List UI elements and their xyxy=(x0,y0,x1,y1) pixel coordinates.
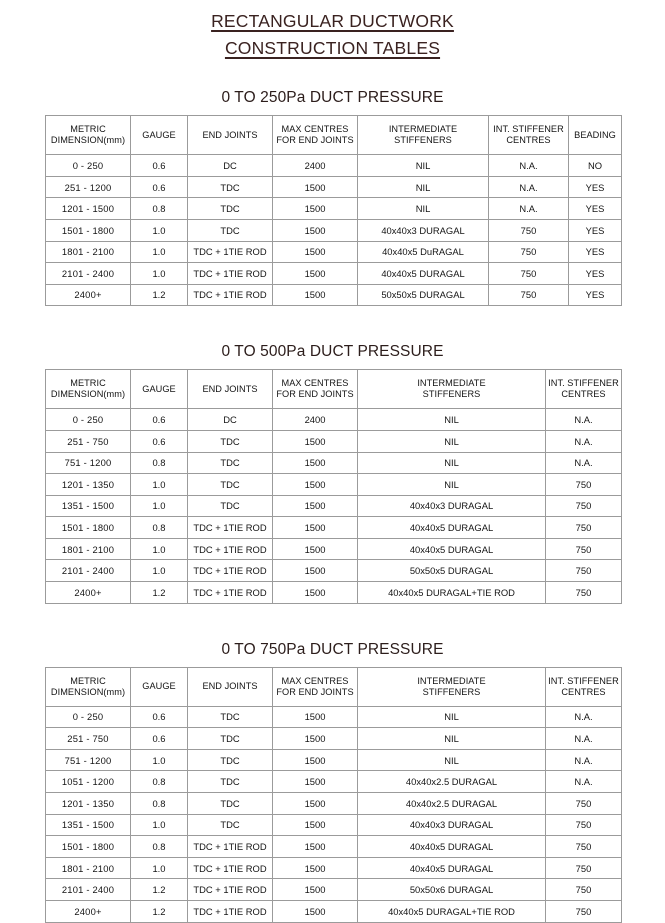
cell-max-centres: 1500 xyxy=(273,857,358,879)
table-row xyxy=(46,793,622,815)
table-wrapper-pressure-500 xyxy=(0,369,665,603)
column-header-line: STIFFENERS xyxy=(422,389,481,400)
cell-stiffener-centres: N.A. xyxy=(546,409,622,431)
cell-stiffener-centres: 750 xyxy=(546,517,622,539)
table-row xyxy=(46,836,622,858)
duct-table-pressure-750 xyxy=(45,667,622,923)
cell-max-centres: 1500 xyxy=(273,538,358,560)
cell-stiffeners: 40x40x5 DURAGAL+TIE ROD xyxy=(358,901,546,923)
cell-stiffeners: NIL xyxy=(358,728,546,750)
table-wrapper-pressure-750 xyxy=(0,667,665,923)
cell-end-joints: TDC xyxy=(188,814,273,836)
cell-gauge: 1.0 xyxy=(131,474,188,496)
table-header-row xyxy=(46,667,622,706)
cell-max-centres: 1500 xyxy=(273,263,358,285)
cell-dim: 251 - 750 xyxy=(46,728,131,750)
cell-stiffener-centres: 750 xyxy=(546,495,622,517)
cell-gauge: 0.8 xyxy=(131,198,188,220)
cell-stiffeners: 50x50x5 DURAGAL xyxy=(358,284,489,306)
cell-end-joints: TDC + 1TIE ROD xyxy=(188,538,273,560)
column-header-line: METRIC xyxy=(70,378,106,389)
cell-end-joints: TDC + 1TIE ROD xyxy=(188,560,273,582)
cell-stiffener-centres: N.A. xyxy=(546,706,622,728)
cell-end-joints: TDC xyxy=(188,474,273,496)
column-header-line: INT. STIFFENER xyxy=(548,378,619,389)
cell-dim: 751 - 1200 xyxy=(46,452,131,474)
cell-end-joints: TDC xyxy=(188,728,273,750)
cell-stiffeners: 40x40x5 DURAGAL xyxy=(358,263,489,285)
cell-dim: 1351 - 1500 xyxy=(46,495,131,517)
cell-stiffeners: 40x40x3 DURAGAL xyxy=(358,219,489,241)
cell-stiffener-centres: 750 xyxy=(546,793,622,815)
column-header-line: CENTRES xyxy=(561,389,606,400)
column-header-line: MAX CENTRES xyxy=(281,124,349,135)
cell-stiffener-centres: N.A. xyxy=(546,749,622,771)
cell-dim: 2101 - 2400 xyxy=(46,879,131,901)
cell-gauge: 0.8 xyxy=(131,836,188,858)
cell-stiffener-centres: 750 xyxy=(546,814,622,836)
column-header-line: INTERMEDIATE xyxy=(417,675,486,686)
cell-dim: 1201 - 1350 xyxy=(46,793,131,815)
table-row xyxy=(46,538,622,560)
column-header-line: INTERMEDIATE xyxy=(417,378,486,389)
cell-gauge: 0.6 xyxy=(131,706,188,728)
cell-dim: 1501 - 1800 xyxy=(46,517,131,539)
cell-dim: 1801 - 2100 xyxy=(46,241,131,263)
table-row xyxy=(46,219,622,241)
cell-max-centres: 1500 xyxy=(273,793,358,815)
column-header: END JOINTS xyxy=(188,370,273,409)
cell-stiffener-centres: N.A. xyxy=(546,452,622,474)
table-row xyxy=(46,517,622,539)
cell-stiffener-centres: 750 xyxy=(489,219,569,241)
cell-stiffener-centres: 750 xyxy=(546,901,622,923)
table-header-row xyxy=(46,116,622,155)
cell-gauge: 1.0 xyxy=(131,560,188,582)
cell-stiffener-centres: 750 xyxy=(546,538,622,560)
document-title-line-2: CONSTRUCTION TABLES xyxy=(224,38,441,59)
cell-dim: 0 - 250 xyxy=(46,155,131,177)
cell-max-centres: 1500 xyxy=(273,749,358,771)
cell-stiffeners: NIL xyxy=(358,176,489,198)
cell-gauge: 1.0 xyxy=(131,814,188,836)
cell-end-joints: TDC + 1TIE ROD xyxy=(188,241,273,263)
cell-stiffener-centres: 750 xyxy=(489,263,569,285)
cell-stiffener-centres: N.A. xyxy=(546,430,622,452)
column-header-line: CENTRES xyxy=(506,135,551,146)
cell-gauge: 1.2 xyxy=(131,879,188,901)
cell-end-joints: TDC + 1TIE ROD xyxy=(188,879,273,901)
cell-end-joints: DC xyxy=(188,409,273,431)
column-header-line: MAX CENTRES xyxy=(281,675,349,686)
column-header: GAUGE xyxy=(131,116,188,155)
cell-end-joints: TDC xyxy=(188,749,273,771)
cell-stiffener-centres: 750 xyxy=(546,836,622,858)
table-row xyxy=(46,749,622,771)
table-row xyxy=(46,452,622,474)
section-title-pressure-250: 0 TO 250Pa DUCT PRESSURE xyxy=(221,89,444,107)
cell-gauge: 1.0 xyxy=(131,749,188,771)
column-header xyxy=(358,116,489,155)
column-header-line: DIMENSION(mm) xyxy=(50,389,126,400)
cell-max-centres: 1500 xyxy=(273,517,358,539)
cell-end-joints: TDC + 1TIE ROD xyxy=(188,263,273,285)
section-title-pressure-750: 0 TO 750Pa DUCT PRESSURE xyxy=(221,640,444,658)
cell-gauge: 1.0 xyxy=(131,538,188,560)
cell-dim: 1801 - 2100 xyxy=(46,857,131,879)
cell-stiffeners: 40x40x3 DURAGAL xyxy=(358,495,546,517)
column-header-line: FOR END JOINTS xyxy=(276,686,354,697)
cell-end-joints: TDC xyxy=(188,793,273,815)
column-header-line: METRIC xyxy=(70,124,106,135)
cell-beading: YES xyxy=(569,241,622,263)
section-title-pressure-500: 0 TO 500Pa DUCT PRESSURE xyxy=(221,343,444,361)
cell-gauge: 1.0 xyxy=(131,263,188,285)
cell-stiffener-centres: N.A. xyxy=(489,198,569,220)
cell-gauge: 0.6 xyxy=(131,430,188,452)
column-header xyxy=(358,370,546,409)
duct-table-pressure-250 xyxy=(45,115,622,306)
cell-dim: 1201 - 1350 xyxy=(46,474,131,496)
table-row xyxy=(46,879,622,901)
column-header-line: STIFFENERS xyxy=(422,686,481,697)
cell-max-centres: 1500 xyxy=(273,495,358,517)
cell-end-joints: TDC xyxy=(188,452,273,474)
column-header xyxy=(546,370,622,409)
cell-beading: YES xyxy=(569,176,622,198)
cell-dim: 1501 - 1800 xyxy=(46,219,131,241)
cell-stiffener-centres: 750 xyxy=(546,857,622,879)
cell-dim: 251 - 750 xyxy=(46,430,131,452)
cell-dim: 0 - 250 xyxy=(46,409,131,431)
column-header xyxy=(489,116,569,155)
cell-stiffeners: NIL xyxy=(358,409,546,431)
cell-end-joints: TDC xyxy=(188,198,273,220)
column-header-line: STIFFENERS xyxy=(394,135,452,146)
pressure-section-pressure-250 xyxy=(0,89,665,306)
cell-max-centres: 1500 xyxy=(273,452,358,474)
cell-max-centres: 1500 xyxy=(273,728,358,750)
cell-max-centres: 1500 xyxy=(273,901,358,923)
column-header xyxy=(546,667,622,706)
cell-max-centres: 1500 xyxy=(273,879,358,901)
cell-dim: 1051 - 1200 xyxy=(46,771,131,793)
cell-gauge: 1.2 xyxy=(131,284,188,306)
cell-max-centres: 1500 xyxy=(273,219,358,241)
cell-max-centres: 1500 xyxy=(273,198,358,220)
cell-stiffeners: NIL xyxy=(358,706,546,728)
cell-end-joints: TDC + 1TIE ROD xyxy=(188,284,273,306)
cell-gauge: 1.0 xyxy=(131,857,188,879)
column-header xyxy=(273,116,358,155)
table-row xyxy=(46,263,622,285)
column-header: BEADING xyxy=(569,116,622,155)
column-header-line: FOR END JOINTS xyxy=(276,135,354,146)
cell-stiffeners: NIL xyxy=(358,430,546,452)
column-header xyxy=(46,116,131,155)
table-row xyxy=(46,771,622,793)
cell-gauge: 1.2 xyxy=(131,582,188,604)
table-row xyxy=(46,474,622,496)
column-header-line: INTERMEDIATE xyxy=(388,124,458,135)
cell-stiffeners: 40x40x5 DURAGAL xyxy=(358,857,546,879)
column-header xyxy=(273,667,358,706)
cell-gauge: 0.6 xyxy=(131,728,188,750)
table-row xyxy=(46,814,622,836)
cell-dim: 1351 - 1500 xyxy=(46,814,131,836)
cell-max-centres: 2400 xyxy=(273,155,358,177)
cell-dim: 251 - 1200 xyxy=(46,176,131,198)
cell-end-joints: TDC xyxy=(188,219,273,241)
duct-table-pressure-500 xyxy=(45,369,622,603)
cell-stiffener-centres: 750 xyxy=(489,284,569,306)
cell-stiffeners: 50x50x6 DURAGAL xyxy=(358,879,546,901)
table-row xyxy=(46,155,622,177)
cell-gauge: 0.6 xyxy=(131,176,188,198)
column-header: GAUGE xyxy=(131,370,188,409)
cell-beading: YES xyxy=(569,198,622,220)
cell-max-centres: 1500 xyxy=(273,814,358,836)
cell-stiffeners: 40x40x5 DURAGAL xyxy=(358,517,546,539)
cell-end-joints: DC xyxy=(188,155,273,177)
cell-stiffener-centres: N.A. xyxy=(546,771,622,793)
cell-stiffener-centres: 750 xyxy=(546,879,622,901)
cell-gauge: 0.8 xyxy=(131,517,188,539)
cell-dim: 751 - 1200 xyxy=(46,749,131,771)
cell-beading: YES xyxy=(569,263,622,285)
cell-end-joints: TDC + 1TIE ROD xyxy=(188,857,273,879)
cell-max-centres: 1500 xyxy=(273,284,358,306)
table-row xyxy=(46,409,622,431)
column-header-line: DIMENSION(mm) xyxy=(50,135,126,146)
cell-max-centres: 1500 xyxy=(273,836,358,858)
document-title xyxy=(0,0,665,61)
cell-stiffener-centres: N.A. xyxy=(546,728,622,750)
cell-dim: 0 - 250 xyxy=(46,706,131,728)
cell-stiffener-centres: 750 xyxy=(546,560,622,582)
cell-stiffener-centres: 750 xyxy=(546,582,622,604)
column-header-line: INT. STIFFENER xyxy=(493,124,564,135)
cell-stiffeners: 40x40x5 DURAGAL xyxy=(358,836,546,858)
column-header xyxy=(46,370,131,409)
table-row xyxy=(46,560,622,582)
cell-end-joints: TDC + 1TIE ROD xyxy=(188,836,273,858)
cell-gauge: 1.2 xyxy=(131,901,188,923)
cell-max-centres: 1500 xyxy=(273,706,358,728)
cell-stiffeners: 40x40x5 DURAGAL xyxy=(358,538,546,560)
cell-gauge: 0.8 xyxy=(131,771,188,793)
cell-max-centres: 2400 xyxy=(273,409,358,431)
cell-end-joints: TDC xyxy=(188,706,273,728)
table-row xyxy=(46,582,622,604)
cell-stiffener-centres: N.A. xyxy=(489,176,569,198)
table-header-row xyxy=(46,370,622,409)
column-header xyxy=(358,667,546,706)
column-header xyxy=(273,370,358,409)
cell-dim: 1501 - 1800 xyxy=(46,836,131,858)
column-header xyxy=(46,667,131,706)
cell-max-centres: 1500 xyxy=(273,430,358,452)
cell-stiffeners: 40x40x3 DURAGAL xyxy=(358,814,546,836)
table-wrapper-pressure-250 xyxy=(0,115,665,306)
table-row xyxy=(46,901,622,923)
cell-max-centres: 1500 xyxy=(273,241,358,263)
cell-gauge: 0.8 xyxy=(131,452,188,474)
cell-dim: 2400+ xyxy=(46,284,131,306)
document-title-line-1: RECTANGULAR DUCTWORK xyxy=(211,11,454,31)
cell-gauge: 0.8 xyxy=(131,793,188,815)
table-row xyxy=(46,706,622,728)
table-row xyxy=(46,176,622,198)
table-row xyxy=(46,284,622,306)
cell-stiffeners: NIL xyxy=(358,155,489,177)
cell-dim: 2101 - 2400 xyxy=(46,263,131,285)
cell-stiffeners: NIL xyxy=(358,474,546,496)
cell-gauge: 0.6 xyxy=(131,409,188,431)
cell-stiffener-centres: N.A. xyxy=(489,155,569,177)
column-header-line: CENTRES xyxy=(561,686,606,697)
table-row xyxy=(46,241,622,263)
cell-max-centres: 1500 xyxy=(273,582,358,604)
pressure-section-pressure-750 xyxy=(0,641,665,923)
cell-beading: YES xyxy=(569,219,622,241)
cell-max-centres: 1500 xyxy=(273,176,358,198)
cell-dim: 2101 - 2400 xyxy=(46,560,131,582)
cell-end-joints: TDC xyxy=(188,495,273,517)
cell-stiffeners: 40x40x5 DuRAGAL xyxy=(358,241,489,263)
table-row xyxy=(46,430,622,452)
cell-gauge: 1.0 xyxy=(131,219,188,241)
table-row xyxy=(46,728,622,750)
cell-stiffener-centres: 750 xyxy=(546,474,622,496)
pressure-section-pressure-500 xyxy=(0,343,665,603)
cell-end-joints: TDC + 1TIE ROD xyxy=(188,517,273,539)
cell-max-centres: 1500 xyxy=(273,560,358,582)
column-header-line: METRIC xyxy=(70,675,106,686)
cell-dim: 2400+ xyxy=(46,582,131,604)
column-header-line: MAX CENTRES xyxy=(281,378,349,389)
cell-stiffeners: NIL xyxy=(358,198,489,220)
cell-dim: 2400+ xyxy=(46,901,131,923)
cell-beading: YES xyxy=(569,284,622,306)
table-row xyxy=(46,857,622,879)
cell-max-centres: 1500 xyxy=(273,474,358,496)
cell-dim: 1201 - 1500 xyxy=(46,198,131,220)
table-row xyxy=(46,198,622,220)
column-header-line: FOR END JOINTS xyxy=(276,389,354,400)
cell-gauge: 0.6 xyxy=(131,155,188,177)
cell-stiffener-centres: 750 xyxy=(489,241,569,263)
cell-stiffeners: 50x50x5 DURAGAL xyxy=(358,560,546,582)
column-header-line: DIMENSION(mm) xyxy=(50,686,126,697)
cell-dim: 1801 - 2100 xyxy=(46,538,131,560)
cell-end-joints: TDC + 1TIE ROD xyxy=(188,582,273,604)
cell-end-joints: TDC xyxy=(188,430,273,452)
cell-end-joints: TDC + 1TIE ROD xyxy=(188,901,273,923)
column-header: END JOINTS xyxy=(188,667,273,706)
pressure-tables-container xyxy=(0,89,665,922)
cell-stiffeners: 40x40x5 DURAGAL+TIE ROD xyxy=(358,582,546,604)
cell-gauge: 1.0 xyxy=(131,241,188,263)
cell-gauge: 1.0 xyxy=(131,495,188,517)
cell-stiffeners: 40x40x2.5 DURAGAL xyxy=(358,771,546,793)
cell-stiffeners: NIL xyxy=(358,749,546,771)
table-row xyxy=(46,495,622,517)
cell-max-centres: 1500 xyxy=(273,771,358,793)
cell-end-joints: TDC xyxy=(188,771,273,793)
column-header: GAUGE xyxy=(131,667,188,706)
cell-stiffeners: NIL xyxy=(358,452,546,474)
cell-stiffeners: 40x40x2.5 DURAGAL xyxy=(358,793,546,815)
column-header: END JOINTS xyxy=(188,116,273,155)
cell-beading: NO xyxy=(569,155,622,177)
column-header-line: INT. STIFFENER xyxy=(548,675,619,686)
cell-end-joints: TDC xyxy=(188,176,273,198)
